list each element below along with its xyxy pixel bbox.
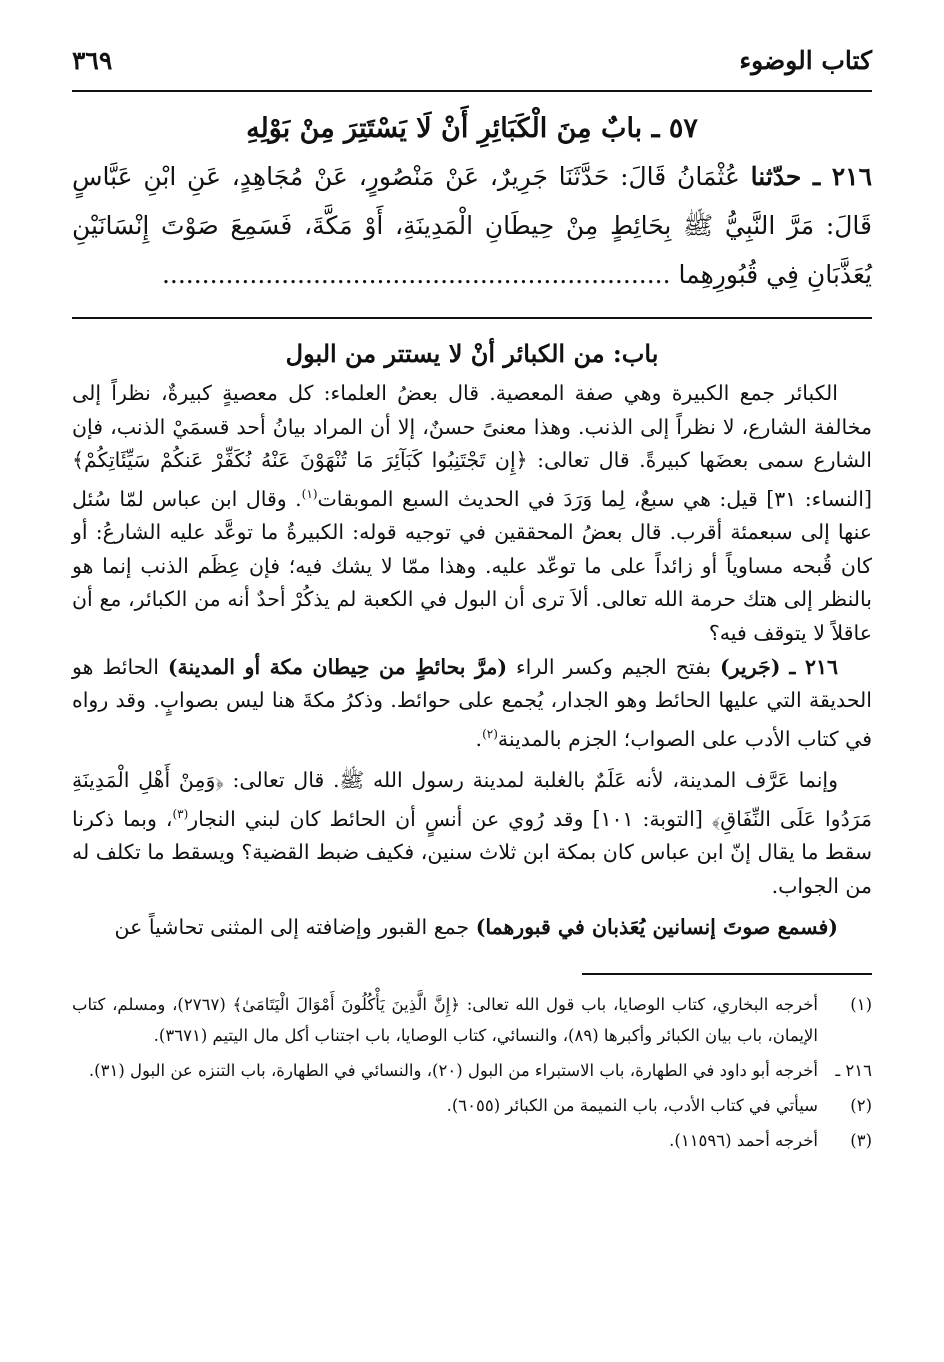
book-page (72, 38, 872, 1160)
section-divider (72, 317, 872, 319)
commentary (72, 333, 872, 945)
footnote-number: (١) (850, 994, 872, 1014)
book-title: كتاب الوضوء (739, 46, 872, 75)
footnote (72, 1055, 872, 1086)
commentary-paragraph-1 (72, 377, 872, 651)
footnote-text: أخرجه أبو داود في الطهارة، باب الاستبراء من البول (٢٠)، والنسائي في الطهارة، باب التنزه عن البول (٣١). (88, 1060, 818, 1080)
commentary-heading: باب: من الكبائر أنْ لا يستتر من البول (285, 339, 659, 368)
commentary-text: ، وبما ذكرنا سقط ما يقال إنّ ابن عباس كان بمكة ابن ثلاث سنين، فكيف ضبط القضية؟ ويسقط ما تكلف له من الجواب. (72, 806, 872, 898)
footnote (72, 1125, 872, 1156)
footnote-ref-2: (٢) (482, 726, 498, 741)
hadith-dots: ................................................................ (161, 260, 671, 289)
footnote-rule (582, 973, 872, 975)
commentary-paragraph-3 (72, 764, 872, 903)
running-header (72, 38, 872, 92)
hadith-block (72, 106, 872, 299)
commentary-text: جمع القبور وإضافته إلى المثنى تحاشياً عن (114, 915, 470, 940)
page-number: ٣٦٩ (72, 46, 113, 75)
footnote-number: ٢١٦ ـ (835, 1060, 872, 1080)
footnote-text: أخرجه أحمد (١١٥٩٦). (669, 1130, 818, 1150)
footnote (72, 989, 872, 1051)
commentary-text: . وقال ابن عباس لمّا سُئل عنها إلى سبعمئة أقرب. قال بعضُ المحققين في توجيه قوله: الكبيرةُ ما توعَّد عليه الشارعُ: أو كان قُبحه مساوياً أو زائداً على ما توعّد عليه. وهذا ممّا لا يشك فيه؛ فإن عِظَم الذنب إنما هو بالنظر إلى هتك حرمة الله تعالى. ألاَ ترى أن البول في الكعبة لم يذكُرْ أحدٌ أنه من الكبائر، مع أن عاقلاً لا يتوقف فيه؟ (72, 486, 872, 645)
hadith-number: ٢١٦ ـ حدّثنا (750, 162, 873, 191)
commentary-paragraph-4 (72, 911, 872, 945)
footnote-ref-3: (٣) (172, 806, 189, 821)
lemma: (جَرير) (720, 654, 781, 679)
footnote-text: سيأتي في كتاب الأدب، باب النميمة من الكبائر (٦٠٥٥). (446, 1095, 818, 1115)
footnote-ref-1: (١) (301, 486, 318, 501)
chapter-heading: ٥٧ ـ بابٌ مِنَ الْكَبَائِرِ أَنْ لَا يَسْتَتِرَ مِنْ بَوْلِهِ (246, 113, 698, 144)
commentary-hadith-number: ٢١٦ ـ (789, 654, 838, 679)
commentary-paragraph-2: ٢١٦ ـ (جَرير) بفتح الجيم وكسر الراء (مرَّ بحائطٍ من حِيطان مكة أو المدينة) الحائط هو الحديقة التي عليها الحائط وهو الجدار، يُجمع على حوائط. وذكرُ مكةَ هنا ليس بصوابٍ. وقد رواه في كتاب الأدب على الصواب؛ الجزم بالمدينة$^{(٢)}$. (72, 654, 872, 751)
commentary-text: بفتح الجيم وكسر الراء (515, 654, 712, 679)
commentary-text: وإنما عَرَّف المدينة، لأنه عَلَمٌ بالغلبة لمدينة رسول الله ﷺ. قال تعالى: ﴿وَمِنْ أَهْلِ الْمَدِينَةِ مَرَدُوا عَلَى النِّفَاقِ﴾ [التوبة: ١٠١] وقد رُوي عن أنسٍ أن الحائط كان لبني النجار (72, 768, 872, 831)
lemma: (فسمع صوتَ إنسانين يُعَذبان في قبورهما) (475, 915, 838, 940)
footnote-number: (٢) (850, 1095, 872, 1115)
commentary-text: الحائط هو الحديقة التي عليها الحائط وهو الجدار، يُجمع على حوائط. وذكرُ مكةَ هنا ليس بصوابٍ. وقد رواه في كتاب الأدب على الصواب؛ الجزم بالمدينة (72, 654, 872, 751)
footnote (72, 1090, 872, 1121)
footnotes (72, 989, 872, 1156)
commentary-text: الكبائر جمع الكبيرة وهي صفة المعصية. قال بعضُ العلماء: كل معصيةٍ كبيرةٌ، نظراً إلى مخالفة الشارع، لا نظراً إلى الذنب. وهذا معنىً حسنٌ، إلا أن المراد بيانُ أحد قسمَيْ الذنب، فإن الشارع سمى بعضَها كبيرةً. قال تعالى: ﴿إِن تَجْتَنِبُوا كَبَآئِرَ مَا تُنْهَوْنَ عَنْهُ نُكَفِّرْ عَنكُمْ سَيِّئَاتِكُمْ﴾ [النساء: ٣١] قيل: هي سبعٌ، لِما وَرَدَ في الحديث السبع الموبقات (72, 381, 872, 511)
footnote-number: (٣) (850, 1130, 872, 1150)
footnote-text: أخرجه البخاري، كتاب الوصايا، باب قول الله تعالى: ﴿إِنَّ الَّذِينَ يَأْكُلُونَ أَمْوَالَ الْيَتَامَىٰ﴾ (٢٧٦٧)، ومسلم، كتاب الإيمان، باب بيان الكبائر وأكبرها (٨٩)، والنسائي، كتاب الوصايا، باب اجتناب أكل مال اليتيم (٣٦٧١). (72, 994, 818, 1045)
hadith-text (72, 152, 872, 299)
hadith-body: عُثْمَانُ قَالَ: حَدَّثَنَا جَرِيرٌ، عَنْ مَنْصُورٍ، عَنْ مُجَاهِدٍ، عَنِ ابْنِ عَبَّاسٍ قَالَ: مَرَّ النَّبِيُّ ﷺ بِحَائِطٍ مِنْ حِيطَانِ الْمَدِينَةِ، أَوْ مَكَّةَ، فَسَمِعَ صَوْتَ إِنْسَانَيْنِ يُعَذَّبَانِ فِي قُبُورِهِما (72, 162, 872, 289)
lemma: (مرَّ بحائطٍ من حِيطان مكة أو المدينة) (167, 654, 508, 679)
